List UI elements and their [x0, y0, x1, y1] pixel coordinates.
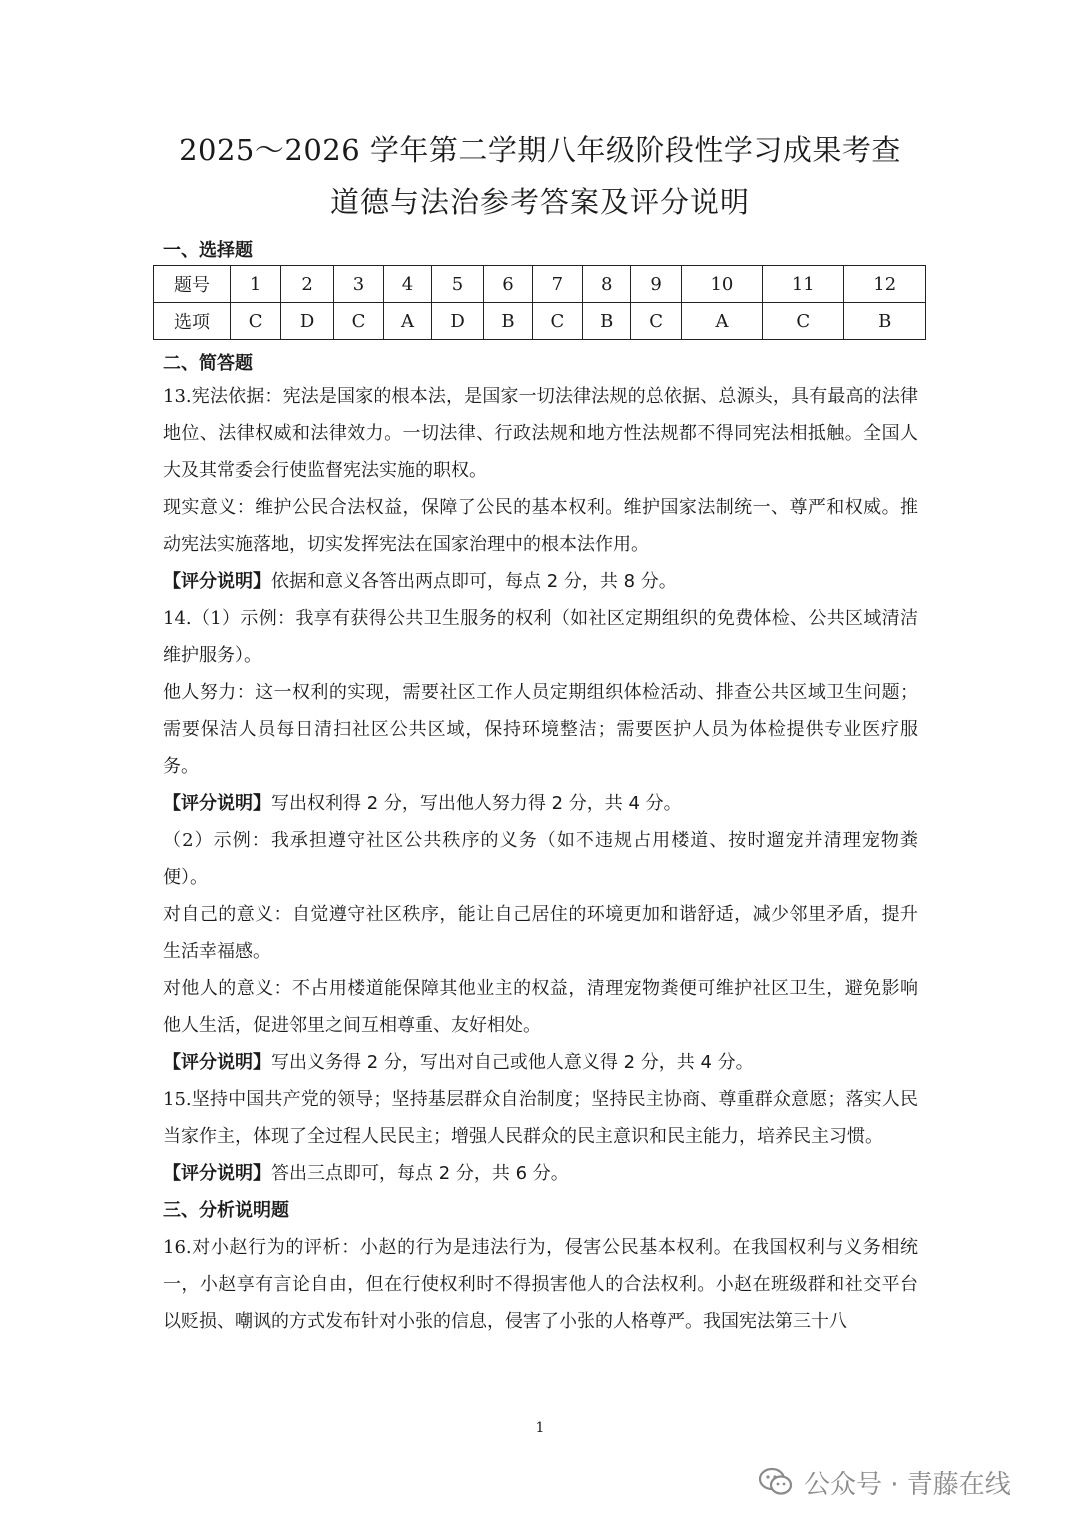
q14-paragraph: 对他人的意义：不占用楼道能保障其他业主的权益，清理宠物粪便可维护社区卫生，避免影响他人生活，促进邻里之间互相尊重、友好相处。 — [163, 978, 918, 1036]
answer-choice-cell: B — [844, 303, 926, 340]
question-number-cell: 8 — [583, 266, 631, 303]
answer-choice-cell: C — [631, 303, 681, 340]
answer-choice-cell: C — [763, 303, 844, 340]
scoring-note-text: 答出三点即可，每点 2 分，共 6 分。 — [271, 1163, 569, 1184]
scoring-note-label: 【评分说明】 — [163, 571, 271, 592]
watermark-text: 公众号 · 青藤在线 — [804, 1469, 1011, 1500]
answer-choice-cell: C — [532, 303, 582, 340]
section-heading-analysis-text: 三、分析说明题 — [163, 1200, 289, 1221]
scoring-note-text: 写出义务得 2 分，写出对自己或他人意义得 2 分，共 4 分。 — [271, 1052, 754, 1073]
q13-paragraph: 13.宪法依据：宪法是国家的根本法，是国家一切法律法规的总依据、总源头，具有最高的法律地位、法律权威和法律效力。一切法律、行政法规和地方性法规都不得同宪法相抵触。全国人大及其常委会行使监督宪法实施的职权。 — [163, 386, 918, 481]
question-number-cell: 10 — [681, 266, 762, 303]
scoring-note-label: 【评分说明】 — [163, 1163, 271, 1184]
q16-paragraph: 16.对小赵行为的评析：小赵的行为是违法行为，侵害公民基本权利。在我国权利与义务相统一，小赵享有言论自由，但在行使权利时不得损害他人的合法权利。小赵在班级群和社交平台以贬损、嘲讽的方式发布针对小张的信息，侵害了小张的人格尊严。我国宪法第三十八 — [163, 1237, 918, 1332]
q13-paragraph: 现实意义：维护公民合法权益，保障了公民的基本权利。维护国家法制统一、尊严和权威。推动宪法实施落地，切实发挥宪法在国家治理中的根本法作用。 — [163, 497, 918, 555]
scoring-note — [163, 1044, 918, 1081]
answer-choice-cell: A — [384, 303, 432, 340]
watermark — [758, 1462, 1011, 1502]
q14-paragraph: 14.（1）示例：我享有获得公共卫生服务的权利（如社区定期组织的免费体检、公共区域清洁维护服务）。 — [163, 608, 918, 666]
q14-paragraph: 对自己的意义：自觉遵守社区秩序，能让自己居住的环境更加和谐舒适，减少邻里矛盾，提升生活幸福感。 — [163, 904, 918, 962]
scoring-note-text: 写出权利得 2 分，写出他人努力得 2 分，共 4 分。 — [271, 793, 682, 814]
scoring-note-text: 依据和意义各答出两点即可，每点 2 分，共 8 分。 — [271, 571, 677, 592]
scoring-note — [163, 1155, 918, 1192]
answer-choice-cell: B — [583, 303, 631, 340]
table-row-header: 选项 — [154, 303, 231, 340]
question-number-cell: 9 — [631, 266, 681, 303]
q14-paragraph: （2）示例：我承担遵守社区公共秩序的义务（如不违规占用楼道、按时遛宠并清理宠物粪便）。 — [163, 830, 918, 888]
q14-paragraph: 他人努力：这一权利的实现，需要社区工作人员定期组织体检活动、排查公共区域卫生问题；需要保洁人员每日清扫社区公共区域，保持环境整洁；需要医护人员为体检提供专业医疗服务。 — [163, 682, 918, 777]
question-number-cell: 11 — [763, 266, 844, 303]
wechat-icon — [758, 1467, 794, 1497]
answer-choice-cell: A — [681, 303, 762, 340]
answer-choice-cell: D — [281, 303, 334, 340]
question-number-cell: 1 — [231, 266, 281, 303]
table-row-header: 题号 — [154, 266, 231, 303]
scoring-note — [163, 785, 918, 822]
section-heading-choice: 一、选择题 — [163, 240, 253, 261]
section-heading-analysis — [163, 1192, 918, 1229]
scoring-note-label: 【评分说明】 — [163, 1052, 271, 1073]
document-subtitle: 道德与法治参考答案及评分说明 — [329, 185, 750, 219]
page-number: 1 — [535, 1420, 545, 1436]
answer-table — [153, 265, 926, 340]
q15-paragraph: 15.坚持中国共产党的领导；坚持基层群众自治制度；坚持民主协商、尊重群众意愿；落实人民当家作主，体现了全过程人民民主；增强人民群众的民主意识和民主能力，培养民主习惯。 — [163, 1089, 918, 1147]
section-heading-short-answer: 二、简答题 — [163, 353, 253, 374]
answer-choice-cell: B — [484, 303, 532, 340]
answer-table-number-row — [154, 266, 926, 303]
answer-body — [163, 378, 918, 1340]
scoring-note — [163, 563, 918, 600]
scoring-note-label: 【评分说明】 — [163, 793, 271, 814]
question-number-cell: 12 — [844, 266, 926, 303]
question-number-cell: 5 — [431, 266, 484, 303]
document-title: 2025～2026 学年第二学期八年级阶段性学习成果考查 — [179, 133, 901, 167]
answer-choice-cell: C — [333, 303, 383, 340]
answer-choice-cell: D — [431, 303, 484, 340]
question-number-cell: 7 — [532, 266, 582, 303]
answer-choice-cell: C — [231, 303, 281, 340]
question-number-cell: 3 — [333, 266, 383, 303]
question-number-cell: 2 — [281, 266, 334, 303]
question-number-cell: 4 — [384, 266, 432, 303]
question-number-cell: 6 — [484, 266, 532, 303]
answer-table-choice-row — [154, 303, 926, 340]
